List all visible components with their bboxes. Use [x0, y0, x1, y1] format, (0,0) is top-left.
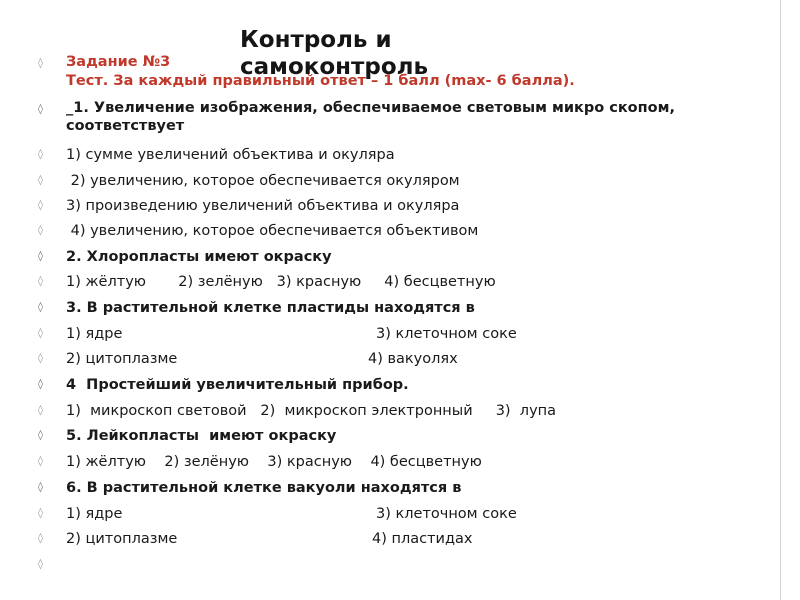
- bullet-icon: ◊: [38, 302, 43, 313]
- bullet-icon: ◊: [38, 405, 43, 416]
- bullet-icon: ◊: [38, 456, 43, 467]
- answer-option: 3) клеточном соке: [376, 506, 517, 522]
- bullet-icon: ◊: [38, 104, 43, 115]
- task-instructions: Тест. За каждый правильный ответ – 1 балл (max- 6 балла).: [66, 73, 575, 89]
- bullet-icon: ◊: [38, 200, 43, 211]
- question-6: [38, 477, 778, 499]
- list-item: [38, 170, 778, 192]
- answer-option: 4) вакуолях: [368, 351, 458, 367]
- answer-option: 2) цитоплазме: [66, 351, 178, 367]
- question-6-text: 6. В растительной клетке вакуоли находятся в: [66, 480, 462, 496]
- bullet-icon: ◊: [38, 353, 43, 364]
- list-item: [38, 271, 778, 293]
- question-5: [38, 425, 778, 447]
- list-item: [38, 323, 778, 345]
- answer-option: 1) ядре: [66, 506, 123, 522]
- task-number: Задание №3: [66, 54, 171, 70]
- bullet-icon: ◊: [38, 58, 43, 69]
- bullet-icon: ◊: [38, 508, 43, 519]
- bullet-icon: ◊: [38, 379, 43, 390]
- bullet-icon: ◊: [38, 328, 43, 339]
- answer-option: 2) увеличению, которое обеспечивается окуляром: [66, 173, 460, 189]
- bullet-icon: ◊: [38, 533, 43, 544]
- list-item: [38, 451, 778, 473]
- answer-option: 1) ядре: [66, 326, 123, 342]
- answer-option: 4) пластидах: [372, 531, 473, 547]
- bullet-icon: ◊: [38, 149, 43, 160]
- answer-option: 4) увеличению, которое обеспечивается объективом: [66, 223, 479, 239]
- bullet-icon: ◊: [38, 482, 43, 493]
- question-4-text: 4 Простейший увеличительный прибор.: [66, 377, 409, 393]
- list-item: [38, 528, 778, 550]
- list-item: [38, 400, 778, 422]
- question-1: [38, 99, 698, 135]
- answer-options-row: 1) микроскоп световой 2) микроскоп электронный 3) лупа: [66, 403, 557, 419]
- list-item: [38, 348, 778, 370]
- answer-options-row: 1) жёлтую 2) зелёную 3) красную 4) бесцветную: [66, 454, 482, 470]
- question-3: [38, 297, 778, 319]
- question-4: [38, 374, 778, 396]
- bullet-icon: ◊: [38, 225, 43, 236]
- question-1-text: _1. Увеличение изображения, обеспечиваемое световым микро скопом, соответствует: [66, 100, 675, 134]
- answer-options-row: 1) жёлтую 2) зелёную 3) красную 4) бесцветную: [66, 274, 496, 290]
- answer-option: 3) произведению увеличений объектива и окуляра: [66, 198, 460, 214]
- slide-frame-line: [780, 0, 781, 600]
- list-item: [38, 195, 778, 217]
- list-item: [38, 144, 778, 166]
- list-item: [38, 220, 778, 242]
- question-2-text: 2. Хлоропласты имеют окраску: [66, 249, 332, 265]
- question-2: [38, 246, 778, 268]
- question-5-text: 5. Лейкопласты имеют окраску: [66, 428, 337, 444]
- answer-option: 2) цитоплазме: [66, 531, 178, 547]
- page-title: Контроль и самоконтроль: [240, 27, 429, 80]
- bullet-icon: ◊: [38, 276, 43, 287]
- bullet-icon: ◊: [38, 559, 43, 570]
- bullet-icon: ◊: [38, 175, 43, 186]
- empty-list-item: [38, 554, 778, 576]
- answer-option: 1) сумме увеличений объектива и окуляра: [66, 147, 395, 163]
- list-item: [38, 503, 778, 525]
- bullet-icon: ◊: [38, 430, 43, 441]
- bullet-icon: ◊: [38, 251, 43, 262]
- answer-option: 3) клеточном соке: [376, 326, 517, 342]
- question-3-text: 3. В растительной клетке пластиды находятся в: [66, 300, 475, 316]
